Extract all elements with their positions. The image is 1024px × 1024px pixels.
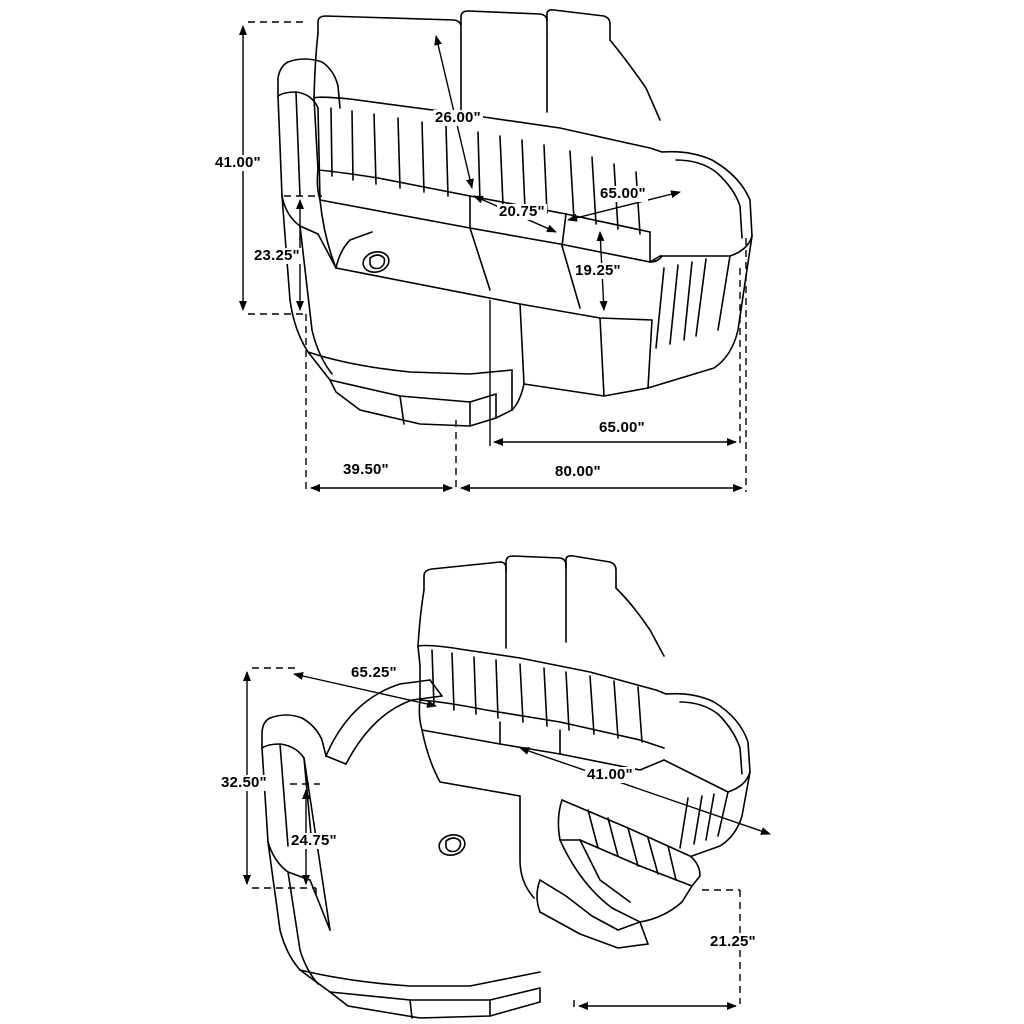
dim-label-seat-depth: 20.75" bbox=[499, 203, 545, 220]
dim-label-seat-back-height: 26.00" bbox=[435, 109, 481, 126]
dim-label-overall-width: 80.00" bbox=[555, 463, 601, 480]
dim-label-arm-height: 23.25" bbox=[254, 247, 300, 264]
dim-label-overall-depth: 39.50" bbox=[343, 461, 389, 478]
dim-label-reclined-height: 32.50" bbox=[221, 774, 267, 791]
dim-label-reclined-arm-height: 24.75" bbox=[291, 832, 337, 849]
dim-label-seat-width-base: 65.00" bbox=[599, 419, 645, 436]
sofa-reclined-illustration bbox=[262, 556, 750, 1018]
dim-label-seat-span: 41.00" bbox=[587, 766, 633, 783]
sofa-upright-dimension-lines bbox=[243, 22, 746, 492]
dim-label-seat-height: 19.25" bbox=[575, 262, 621, 279]
dim-label-footrest-extension: 21.25" bbox=[710, 933, 756, 950]
dim-label-seat-width-top: 65.00" bbox=[600, 185, 646, 202]
dim-label-back-width: 65.25" bbox=[351, 664, 397, 681]
dim-label-overall-height: 41.00" bbox=[215, 154, 261, 171]
